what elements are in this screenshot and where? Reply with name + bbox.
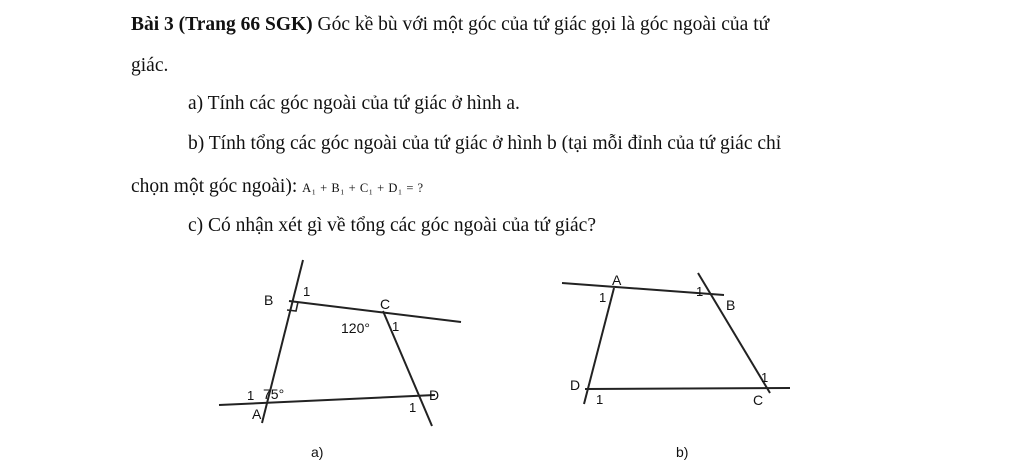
figure-b bbox=[562, 273, 790, 404]
fig-a-vertex-c: C bbox=[380, 296, 391, 312]
fig-b-vertex-c: C bbox=[753, 392, 764, 408]
fig-a-caption: a) bbox=[311, 444, 324, 460]
line-bc bbox=[289, 301, 461, 322]
fig-a-vertex-b: B bbox=[264, 292, 274, 308]
fig-a-angle-c: 120° bbox=[341, 320, 370, 336]
fig-b-vertex-b: B bbox=[726, 297, 736, 313]
exercise-title: Bài 3 (Trang 66 SGK) bbox=[131, 14, 313, 35]
fig-b-mark-c: 1 bbox=[761, 370, 769, 385]
fig-b-mark-d: 1 bbox=[596, 392, 604, 407]
fig-a-mark-d: 1 bbox=[409, 400, 417, 415]
part-a-text: a) Tính các góc ngoài của tứ giác ở hình a. bbox=[188, 93, 520, 114]
fig-b-mark-a: 1 bbox=[599, 290, 607, 305]
part-b-formula: A₁ + B₁ + C₁ + D₁ = ? bbox=[302, 181, 424, 195]
exercise-definition: Góc kề bù với một góc của tứ giác gọi là góc ngoài của tứ bbox=[312, 14, 770, 35]
line-bc bbox=[698, 273, 770, 393]
part-b-lead: chọn một góc ngoài): bbox=[131, 176, 303, 197]
part-b-text: b) Tính tổng các góc ngoài của tứ giác ở hình b (tại mỗi đỉnh của tứ giác chỉ bbox=[188, 133, 782, 154]
part-c-text: c) Có nhận xét gì về tổng các góc ngoài của tứ giác? bbox=[188, 215, 596, 236]
fig-a-vertex-a: A bbox=[252, 406, 262, 422]
fig-a-vertex-d: D bbox=[429, 387, 440, 403]
line-cd bbox=[383, 311, 432, 426]
fig-b-vertex-a: A bbox=[612, 272, 622, 288]
fig-b-caption: b) bbox=[676, 444, 689, 460]
figure-b-labels bbox=[570, 272, 768, 460]
exercise-definition-cont: giác. bbox=[131, 55, 169, 76]
line-ad bbox=[584, 288, 614, 404]
fig-a-angle-a: 75° bbox=[263, 386, 285, 402]
line-cd bbox=[585, 388, 790, 389]
fig-a-mark-c: 1 bbox=[392, 319, 400, 334]
fig-b-vertex-d: D bbox=[570, 377, 581, 393]
fig-b-mark-b: 1 bbox=[696, 284, 704, 299]
figure-a bbox=[219, 260, 461, 426]
fig-a-mark-b: 1 bbox=[303, 284, 311, 299]
fig-a-mark-a: 1 bbox=[247, 388, 255, 403]
